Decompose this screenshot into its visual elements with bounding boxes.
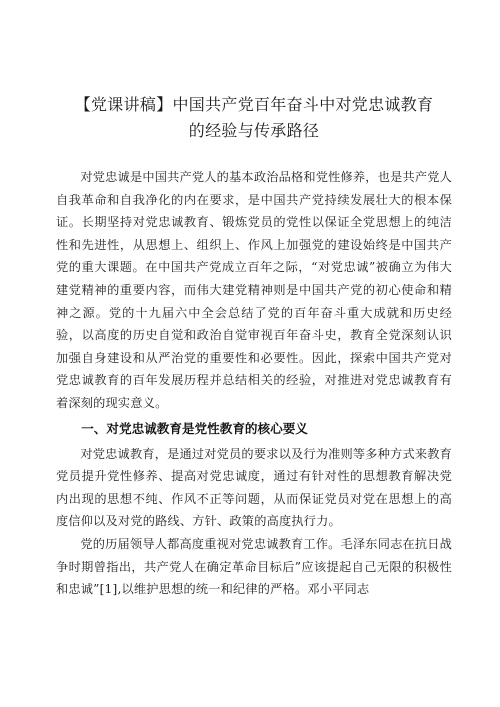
section1-paragraph-2: 党的历届领导人都高度重视对党忠诚教育工作。毛泽东同志在抗日战争时期曾指出，共产党人在确定革命目标后”应该提起自己无限的积极性和忠诚”[1],以维护思想的统一和纪律的严格。邓小平同志 [56, 536, 453, 597]
section1-paragraph-1: 对党忠诚教育，是通过对党员的要求以及行为准则等多种方式来教育党员提升党性修养、提高对党忠诚度，通过有针对性的思想教育解决党内出现的思想不纯、作风不正等问题，从而保证党员对党在思想上的高度信仰以及对党的路线、方针、政策的高度执行力。 [56, 446, 453, 529]
intro-paragraph: 对党忠诚是中国共产党人的基本政治品格和党性修养，也是共产党人自我革命和自我净化的内在要求，是中国共产党持续发展壮大的根本保证。长期坚持对党忠诚教育、锻炼党员的党性以保证全党思想上的纯洁性和先进性，从思想上、组织上、作风上加强党的建设始终是中国共产党的重大课题。在中国共产党成立百年之际，“对党忠诚”被确立为伟大建党精神的重要内容，而伟大建党精神则是中国共产党的初心使命和精神之源。党的十九届六中全会总结了党的百年奋斗重大成就和历史经验，以高度的历史自觉和政治自觉审视百年奋斗史，教育全党深刻认识加强自身建设和从严治党的重要性和必要性。因此，探索中国共产党对党忠诚教育的百年发展历程并总结相关的经验，对推进对党忠诚教育有着深刻的现实意义。 [56, 170, 453, 410]
section-heading-1: 一、对党忠诚教育是党性教育的核心要义 [81, 420, 308, 436]
document-title-line-2: 的经验与传承路径 [188, 121, 320, 140]
document-title-line-1: 【党课讲稿】中国共产党百年奋斗中对党忠诚教育 [74, 95, 434, 114]
document-title [56, 92, 452, 144]
